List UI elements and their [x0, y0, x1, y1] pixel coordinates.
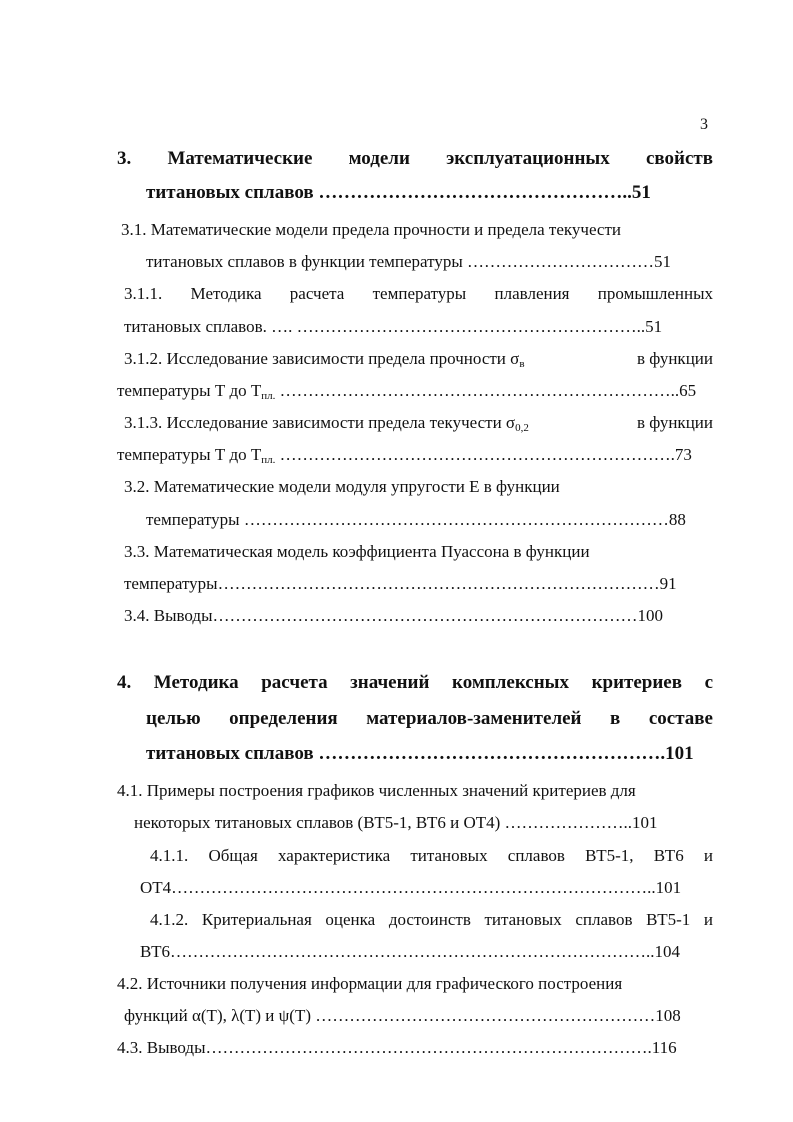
toc-entry-3-3: 3.3. Математическая модель коэффициента Пуассона в функции: [124, 542, 590, 561]
toc-entry-4-3: 4.3. Выводы…………………………………………………………………….116: [117, 1038, 677, 1057]
toc-entry-3-1-1: 3.1.1. Методика расчета температуры плавления промышленных: [124, 284, 713, 303]
toc-entry-3-1-cont: титановых сплавов в функции температуры ……………………………51: [146, 252, 671, 271]
toc-entry-3-1-3-cont: температуры Т до $Т_{пл.}$ …………………………………………………………….73: [117, 445, 692, 466]
toc-entry-3-1-1-cont: титановых сплавов. …. ……………………………………………………..51: [124, 317, 663, 336]
toc-entry-4-1-1-cont: ОТ4…………………………………………………………………………..101: [140, 878, 682, 897]
toc-entry-3-1-3-tail: в функции: [636, 413, 713, 432]
toc-entry-3-4: 3.4. Выводы…………………………………………………………………100: [124, 606, 664, 625]
toc-entry-3-2-cont: температуры …………………………………………………………………88: [146, 510, 686, 529]
toc-entry-4-2-cont: функций α(T), λ(T) и ψ(T) ……………………………………………………108: [124, 1006, 681, 1025]
toc-entry-3-1-2-cont: температуры Т до $Т_{пл.}$ ……………………………………………………………..65: [117, 381, 697, 402]
section-4-title: 4. Методика расчета значений комплексных критериев с: [117, 672, 713, 693]
toc-entry-3-1-3-text: 3.1.3. Исследование зависимости предела текучести $\sigma_{0,2}$: [124, 413, 529, 434]
toc-entry-4-1-1: 4.1.1. Общая характеристика титановых сплавов ВТ5-1, ВТ6 и: [150, 846, 713, 865]
toc-entry-3-1-3: [124, 412, 713, 439]
toc-entry-4-1-2: 4.1.2. Критериальная оценка достоинств титановых сплавов ВТ5-1 и: [150, 910, 713, 929]
toc-entry-3-1-2-tail: в функции: [636, 349, 713, 368]
toc-entry-3-1: 3.1. Математические модели предела прочности и предела текучести: [121, 220, 621, 239]
section-4-title-cont-2: титановых сплавов ……………………………………………….101: [146, 743, 694, 764]
toc-entry-3-1-2-text: 3.1.2. Исследование зависимости предела прочности $\sigma_в$: [124, 349, 525, 370]
section-4-title-cont-1: целью определения материалов-заменителей в составе: [146, 708, 713, 729]
toc-entry-4-1: 4.1. Примеры построения графиков численных значений критериев для: [117, 781, 636, 800]
toc-entry-3-2: 3.2. Математические модели модуля упругости Е в функции: [124, 477, 560, 496]
toc-entry-4-1-2-cont: ВТ6…………………………………………………………………………..104: [140, 942, 680, 961]
toc-entry-4-2: 4.2. Источники получения информации для графического построения: [117, 974, 623, 993]
section-3-title-cont: титановых сплавов …………………………………………..51: [146, 182, 651, 203]
page-number: 3: [700, 116, 708, 133]
toc-entry-3-3-cont: температуры……………………………………………………………………91: [124, 574, 677, 593]
toc-entry-3-1-2: [124, 348, 713, 375]
toc-entry-4-1-cont: некоторых титановых сплавов (ВТ5-1, ВТ6 и ОТ4) …………………..101: [134, 813, 658, 832]
section-3-title: 3. Математические модели эксплуатационных свойств: [117, 148, 713, 169]
